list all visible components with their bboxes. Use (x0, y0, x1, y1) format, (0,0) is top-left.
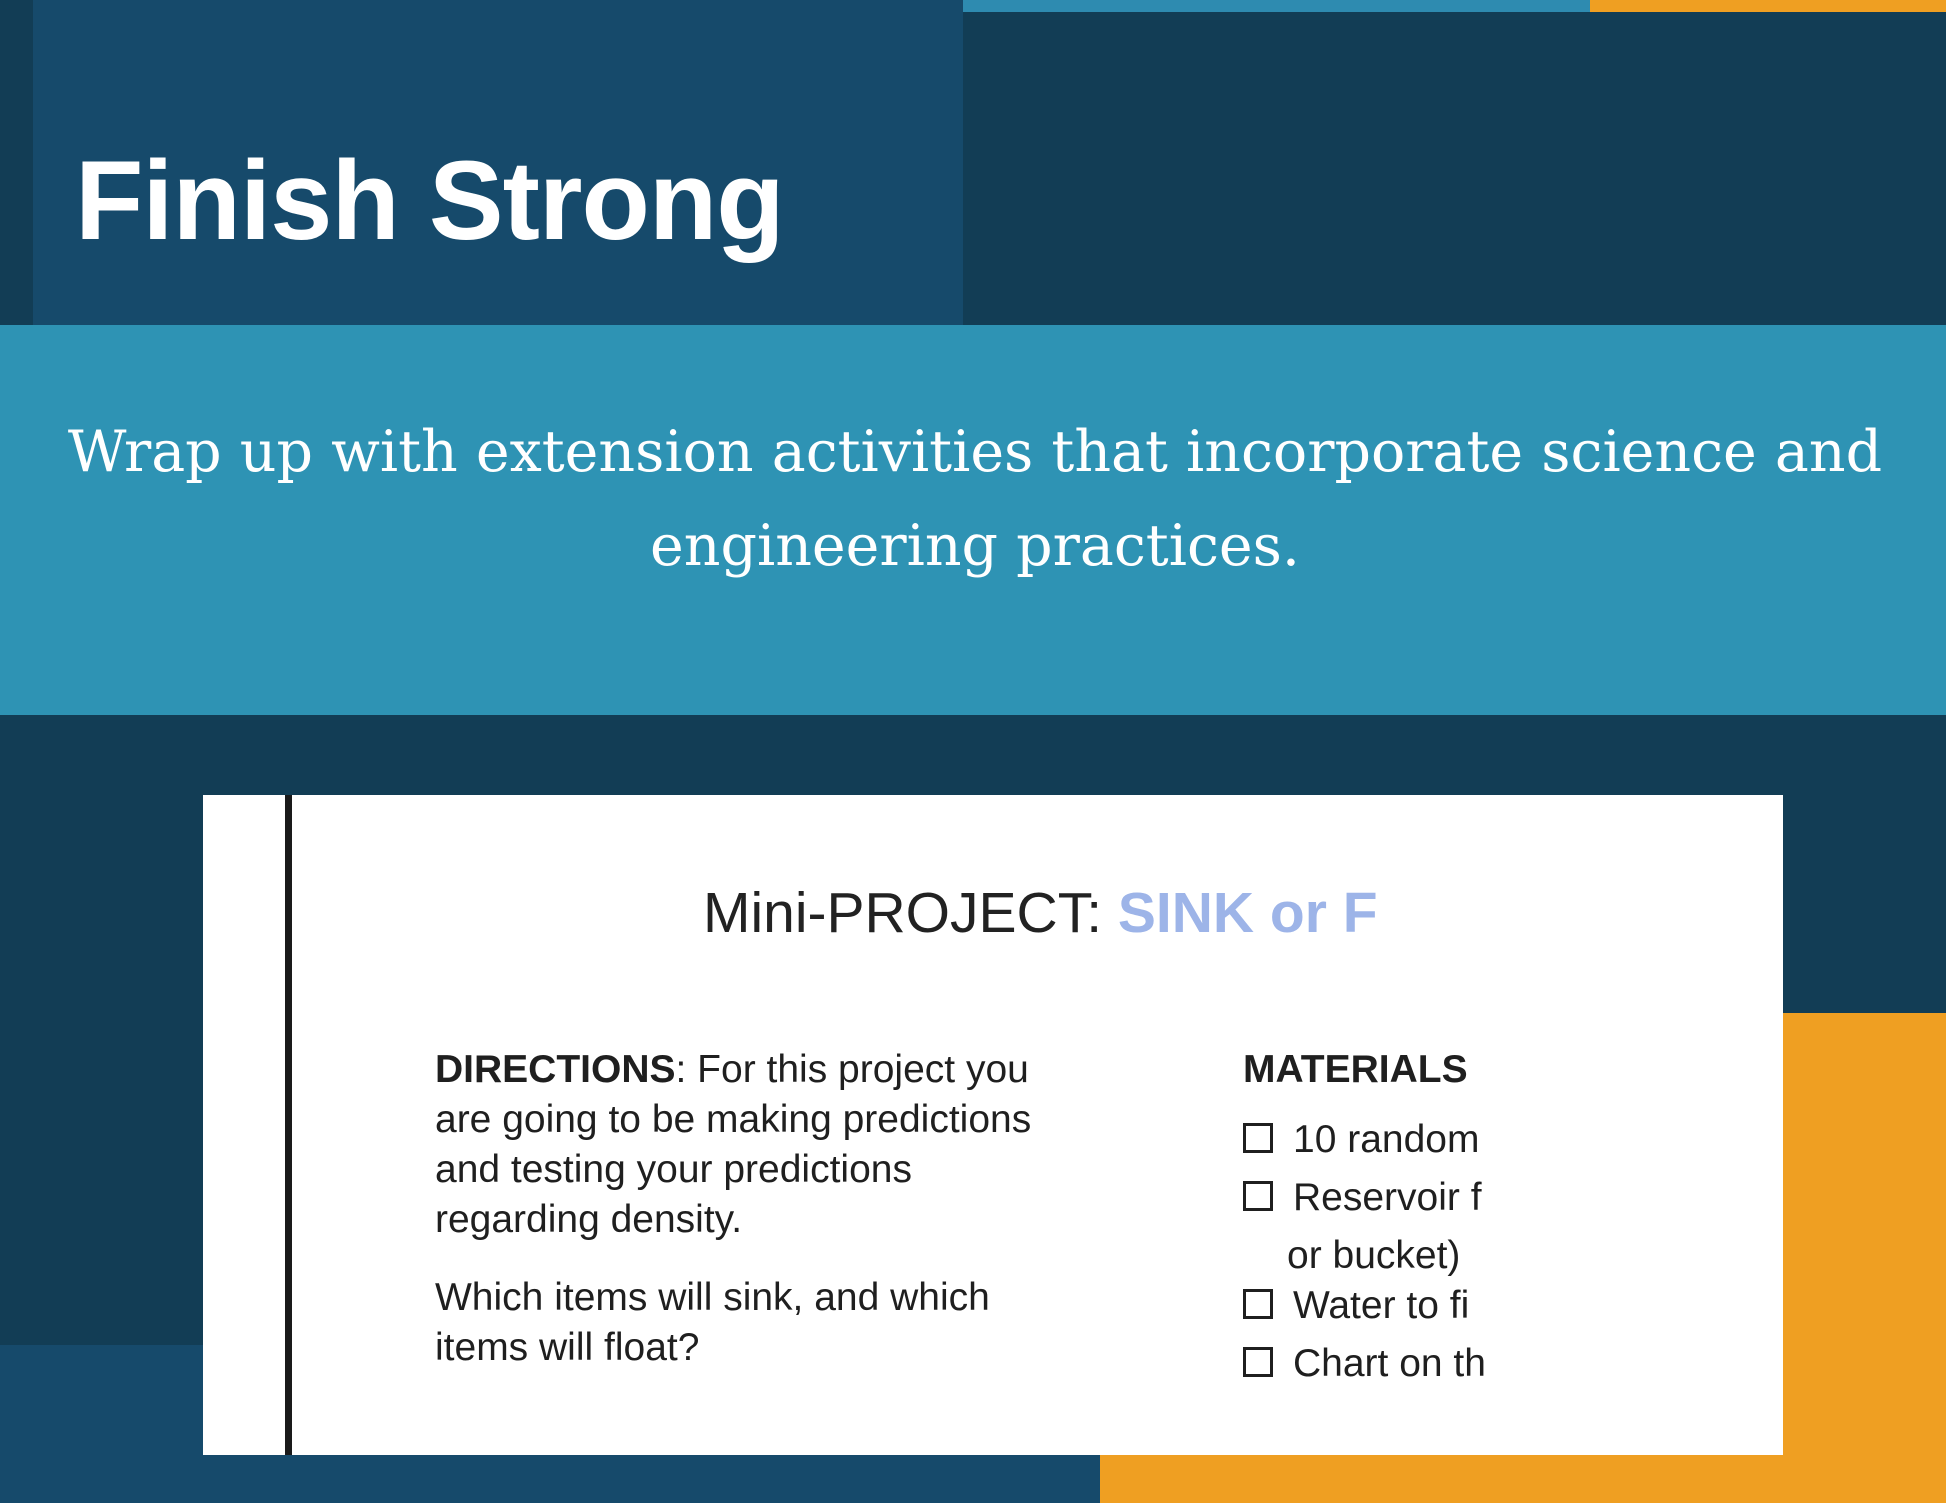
background-orange-right-block (1773, 1013, 1946, 1503)
worksheet-heading-highlight: SINK or F (1117, 881, 1378, 945)
background-navy-bottom-strip (275, 1455, 1100, 1503)
worksheet-heading-plain: Mini-PROJECT: (703, 881, 1118, 945)
worksheet-directions-paragraph (435, 1045, 1055, 1245)
worksheet-heading (703, 880, 1378, 946)
page-title: Finish Strong (75, 138, 784, 263)
checkbox-icon (1243, 1181, 1273, 1211)
background-orange-bottom-bar (1100, 1455, 1946, 1503)
worksheet-image (203, 795, 1783, 1455)
checkbox-icon (1243, 1123, 1273, 1153)
worksheet-materials-title: MATERIALS (1243, 1048, 1468, 1091)
worksheet-directions-label: DIRECTIONS (435, 1048, 676, 1091)
worksheet-materials-item (1243, 1281, 1783, 1331)
worksheet-materials-column (1243, 1045, 1783, 1396)
worksheet-directions-column (435, 1045, 1055, 1400)
worksheet-materials-item-continuation: or bucket) (1287, 1233, 1461, 1277)
worksheet-materials-item-label: Chart on th (1293, 1341, 1486, 1385)
worksheet-materials-item (1243, 1115, 1783, 1165)
worksheet-directions-question: Which items will sink, and which items will float? (435, 1275, 990, 1369)
worksheet-materials-item-label: Water to fi (1293, 1283, 1470, 1327)
checkbox-icon (1243, 1347, 1273, 1377)
worksheet-materials-item-label: 10 random (1293, 1117, 1480, 1161)
worksheet-materials-item-label: Reservoir f (1293, 1175, 1482, 1219)
background-top-orange-stripe (1590, 0, 1946, 12)
worksheet-materials-item (1243, 1173, 1783, 1223)
worksheet-materials-item (1243, 1339, 1783, 1389)
slide-subtitle: Wrap up with extension activities that incorporate science and engineering practices. (67, 419, 1883, 580)
worksheet-directions-text: : For this project you are going to be making predictions and testing your predictions regarding density. (435, 1048, 1032, 1241)
checkbox-icon (1243, 1289, 1273, 1319)
worksheet-margin-rule (285, 795, 292, 1455)
